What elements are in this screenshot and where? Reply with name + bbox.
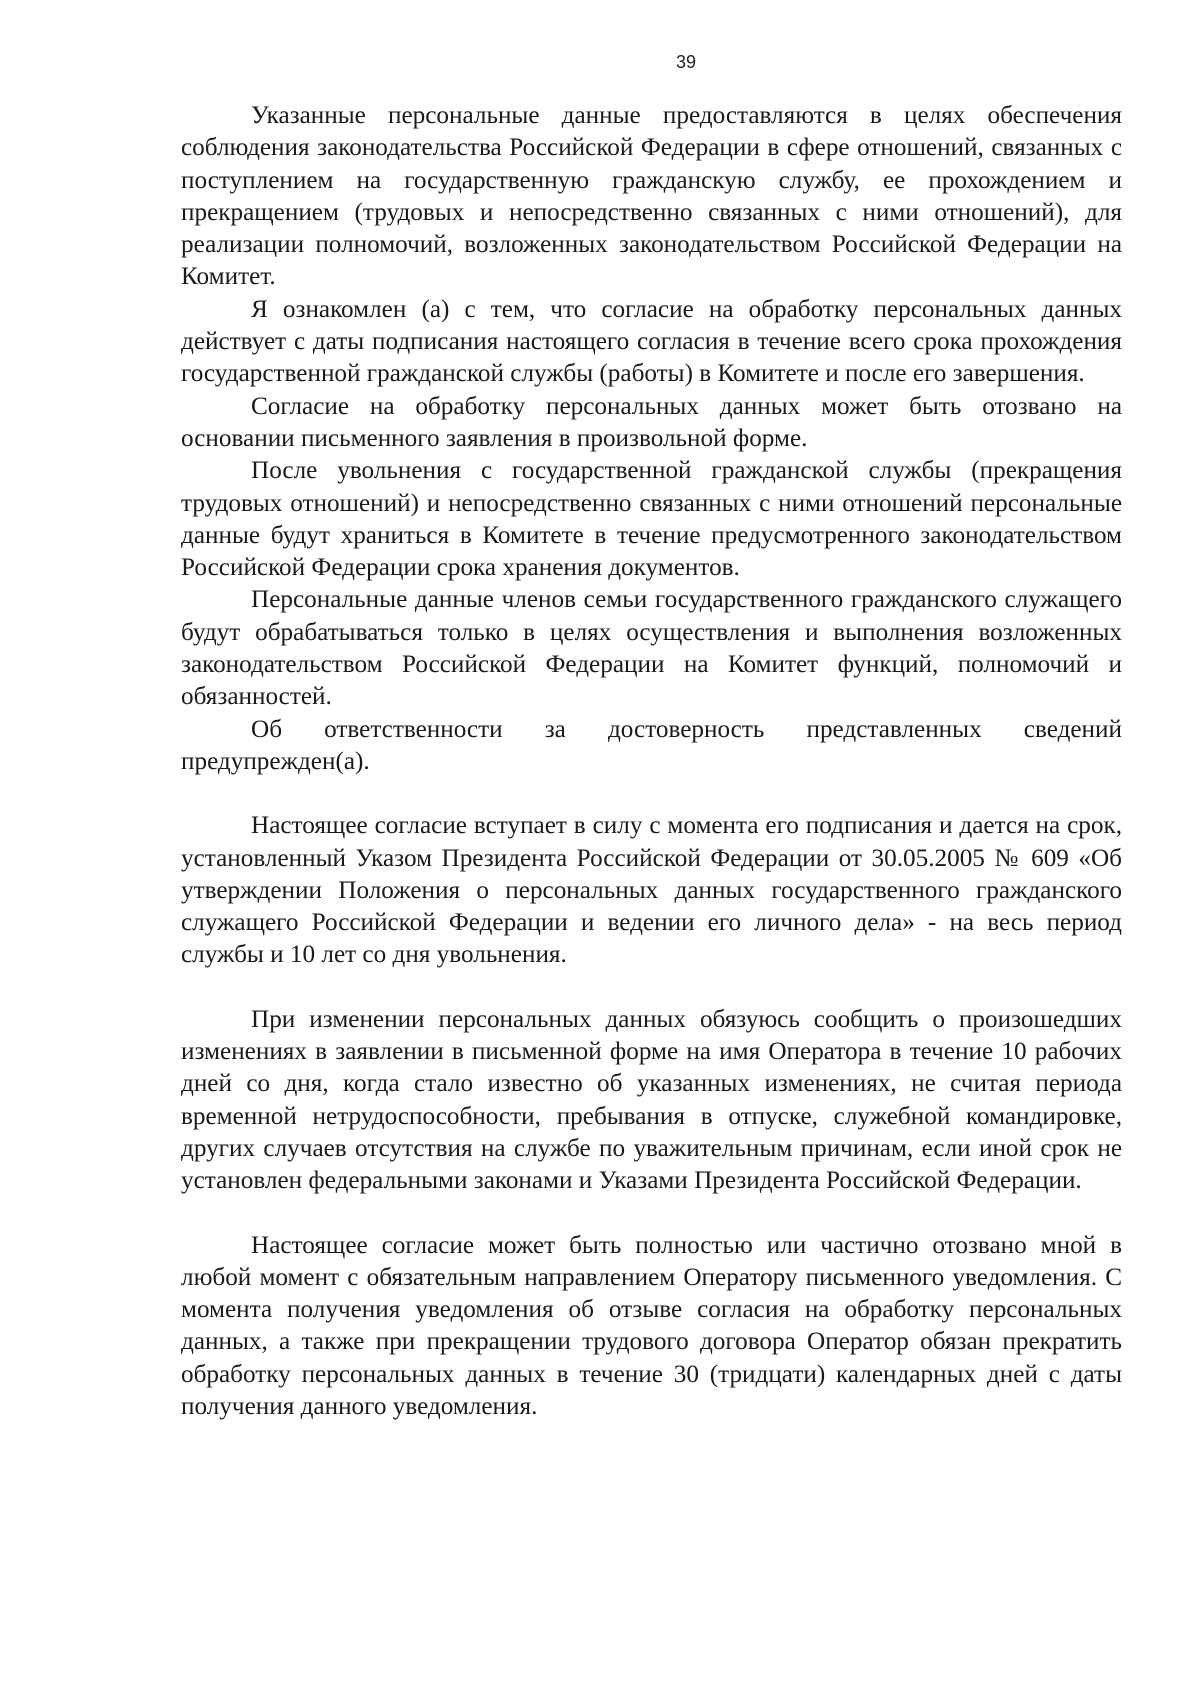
document-body [181, 100, 1122, 1423]
paragraph-effective-term: Настоящее согласие вступает в силу с момента его подписания и дается на срок, установленный Указом Президента Российской Федерации от 30.05.2005 № 609 «Об утверждении Положения о персональных данных государственного гражданского служащего Российской Федерации и ведении его личного дела» - на весь период службы и 10 лет со дня увольнения. [181, 812, 1122, 969]
paragraph-gap [181, 972, 1122, 1004]
paragraph-validity-period: Я ознакомлен (а) с тем, что согласие на обработку персональных данных действует с даты подписания настоящего согласия в течение всего срока прохождения государственной гражданской службы (работы) в Комитете и после его завершения. [181, 295, 1122, 388]
paragraph-purpose: Указанные персональные данные предоставляются в целях обеспечения соблюдения законодательства Российской Федерации в сфере отношений, связанных с поступлением на государственную гражданскую службу, ее прохождением и прекращением (трудовых и непосредственно связанных с ними отношений), для реализации полномочий, возложенных законодательством Российской Федерации на Комитет. [181, 102, 1122, 291]
paragraph-change-notification: При изменении персональных данных обязуюсь сообщить о произошедших изменениях в заявлении в письменной форме на имя Оператора в течение 10 рабочих дней со дня, когда стало известно об указанных изменениях, не считая периода временной нетрудоспособности, пребывания в отпуске, служебной командировке, других случаев отсутствия на службе по уважительным причинам, если иной срок не установлен федеральными законами и Указами Президента Российской Федерации. [181, 1005, 1122, 1195]
paragraph-gap [181, 778, 1122, 810]
paragraph-family-members: Персональные данные членов семьи государственного гражданского служащего будут обрабатываться только в целях осуществления и выполнения возложенных законодательством Российской Федерации на Комитет функций, полномочий и обязанностей. [181, 586, 1122, 711]
paragraph-responsibility: Об ответственности за достоверность представленных сведений предупрежден(а). [181, 715, 1122, 775]
paragraph-withdrawal-of-consent: Настоящее согласие может быть полностью или частично отозвано мной в любой момент с обязательным направлением Оператору письменного уведомления. С момента получения уведомления об отзыве согласия на обработку персональных данных, а также при прекращении трудового договора Оператор обязан прекратить обработку персональных данных в течение 30 (тридцати) календарных дней с даты получения данного уведомления. [181, 1231, 1122, 1420]
paragraph-revocation: Согласие на обработку персональных данных может быть отозвано на основании письменного заявления в произвольной форме. [181, 392, 1122, 452]
paragraph-gap [181, 1198, 1122, 1230]
page-number: 39 [675, 52, 697, 72]
paragraph-storage-after-dismissal: После увольнения с государственной гражданской службы (прекращения трудовых отношений) и непосредственно связанных с ними отношений персональные данные будут храниться в Комитете в течение предусмотренного законодательством Российской Федерации срока хранения документов. [181, 457, 1122, 582]
